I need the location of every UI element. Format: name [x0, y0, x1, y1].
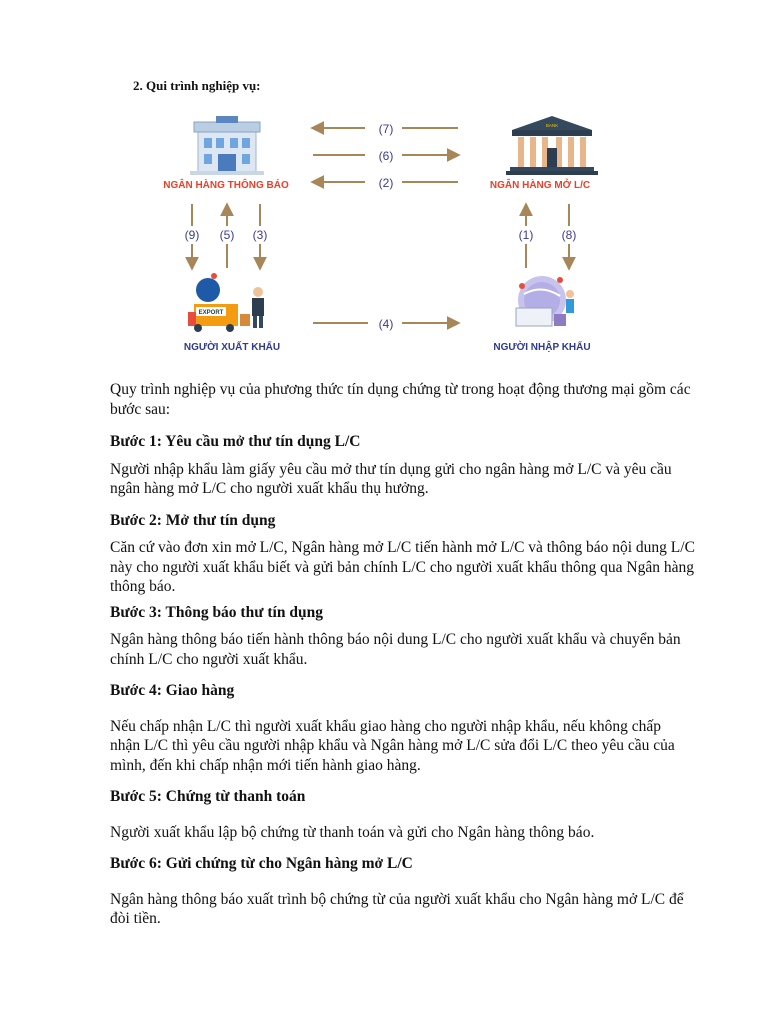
step-6-heading: Bước 6: Gửi chứng từ cho Ngân hàng mở L/C: [110, 855, 413, 872]
document-body: [110, 380, 695, 929]
svg-text:(4): (4): [378, 317, 394, 331]
arrow-8: [562, 204, 577, 268]
step-1-body: Người nhập khẩu làm giấy yêu cầu mở thư tín dụng gửi cho ngân hàng mở L/C và yêu cầu ngân hàng mở L/C cho người xuất khẩu thụ hưởng.: [110, 460, 672, 497]
step-2-body: Căn cứ vào đơn xin mở L/C, Ngân hàng mở L/C tiến hành mở L/C và thông báo nội dung L/C này cho người xuất khẩu biết và gửi bản chính L/C cho người xuất khẩu thông qua Ngân hàng thông báo.: [110, 539, 695, 595]
issuing-bank-building-icon: [506, 116, 598, 175]
svg-text:(3): (3): [252, 228, 268, 242]
lc-process-diagram: [150, 108, 630, 360]
intro-paragraph: Quy trình nghiệp vụ của phương thức tín dụng chứng từ trong hoạt động thương mại gồm các bước sau:: [110, 381, 691, 418]
advising-bank-label: NGÂN HÀNG THÔNG BÁO: [163, 180, 289, 191]
svg-text:(5): (5): [219, 228, 235, 242]
advising-bank-building-icon: [190, 116, 264, 175]
section-title: 2. Qui trình nghiệp vụ:: [133, 78, 261, 93]
step-4-body: Nếu chấp nhận L/C thì người xuất khẩu giao hàng cho người nhập khẩu, nếu không chấp nhận L/C thì yêu cầu người nhập khẩu và Ngân hàng mở L/C sửa đổi L/C theo yêu cầu của mình, đến khi chấp nhận mới tiến hành giao hàng.: [110, 717, 675, 774]
exporter-truck-icon: [188, 273, 264, 332]
step-2-heading: Bước 2: Mở thư tín dụng: [110, 511, 276, 529]
step-6-body: Ngân hàng thông báo xuất trình bộ chứng từ của người xuất khẩu cho Ngân hàng mở L/C để đòi tiền.: [110, 890, 684, 927]
svg-text:(8): (8): [561, 228, 577, 242]
arrow-4: [313, 317, 458, 331]
importer-label: NGƯỜI NHẬP KHẨU: [493, 342, 591, 353]
svg-text:(9): (9): [184, 228, 200, 242]
step-3-body: Ngân hàng thông báo tiến hành thông báo nội dung L/C cho người xuất khẩu và chuyển bản chính L/C cho người xuất khẩu.: [110, 631, 681, 668]
arrow-3: [253, 204, 268, 268]
step-3-heading: Bước 3: Thông báo thư tín dụng: [110, 603, 323, 621]
arrow-7: [313, 122, 458, 136]
arrow-9: [185, 204, 200, 268]
export-sign: EXPORT: [198, 310, 224, 316]
arrow-1: [519, 205, 534, 268]
svg-text:(7): (7): [378, 122, 394, 136]
importer-globe-icon: [516, 276, 574, 326]
step-1-heading: Bước 1: Yêu cầu mở thư tín dụng L/C: [110, 433, 361, 450]
exporter-label: NGƯỜI XUẤT KHẨU: [183, 342, 281, 353]
step-5-heading: Bước 5: Chứng từ thanh toán: [110, 788, 306, 805]
bank-sign: BANK: [545, 123, 559, 128]
arrow-6: [313, 149, 458, 163]
arrow-5: [220, 205, 235, 268]
svg-text:(1): (1): [518, 228, 534, 242]
step-4-heading: Bước 4: Giao hàng: [110, 682, 235, 699]
arrow-2: [313, 176, 458, 190]
svg-text:(6): (6): [378, 149, 394, 163]
step-5-body: Người xuất khẩu lập bộ chứng từ thanh toán và gửi cho Ngân hàng thông báo.: [110, 823, 595, 841]
issuing-bank-label: NGÂN HÀNG MỞ L/C: [489, 180, 591, 191]
svg-text:(2): (2): [378, 176, 394, 190]
